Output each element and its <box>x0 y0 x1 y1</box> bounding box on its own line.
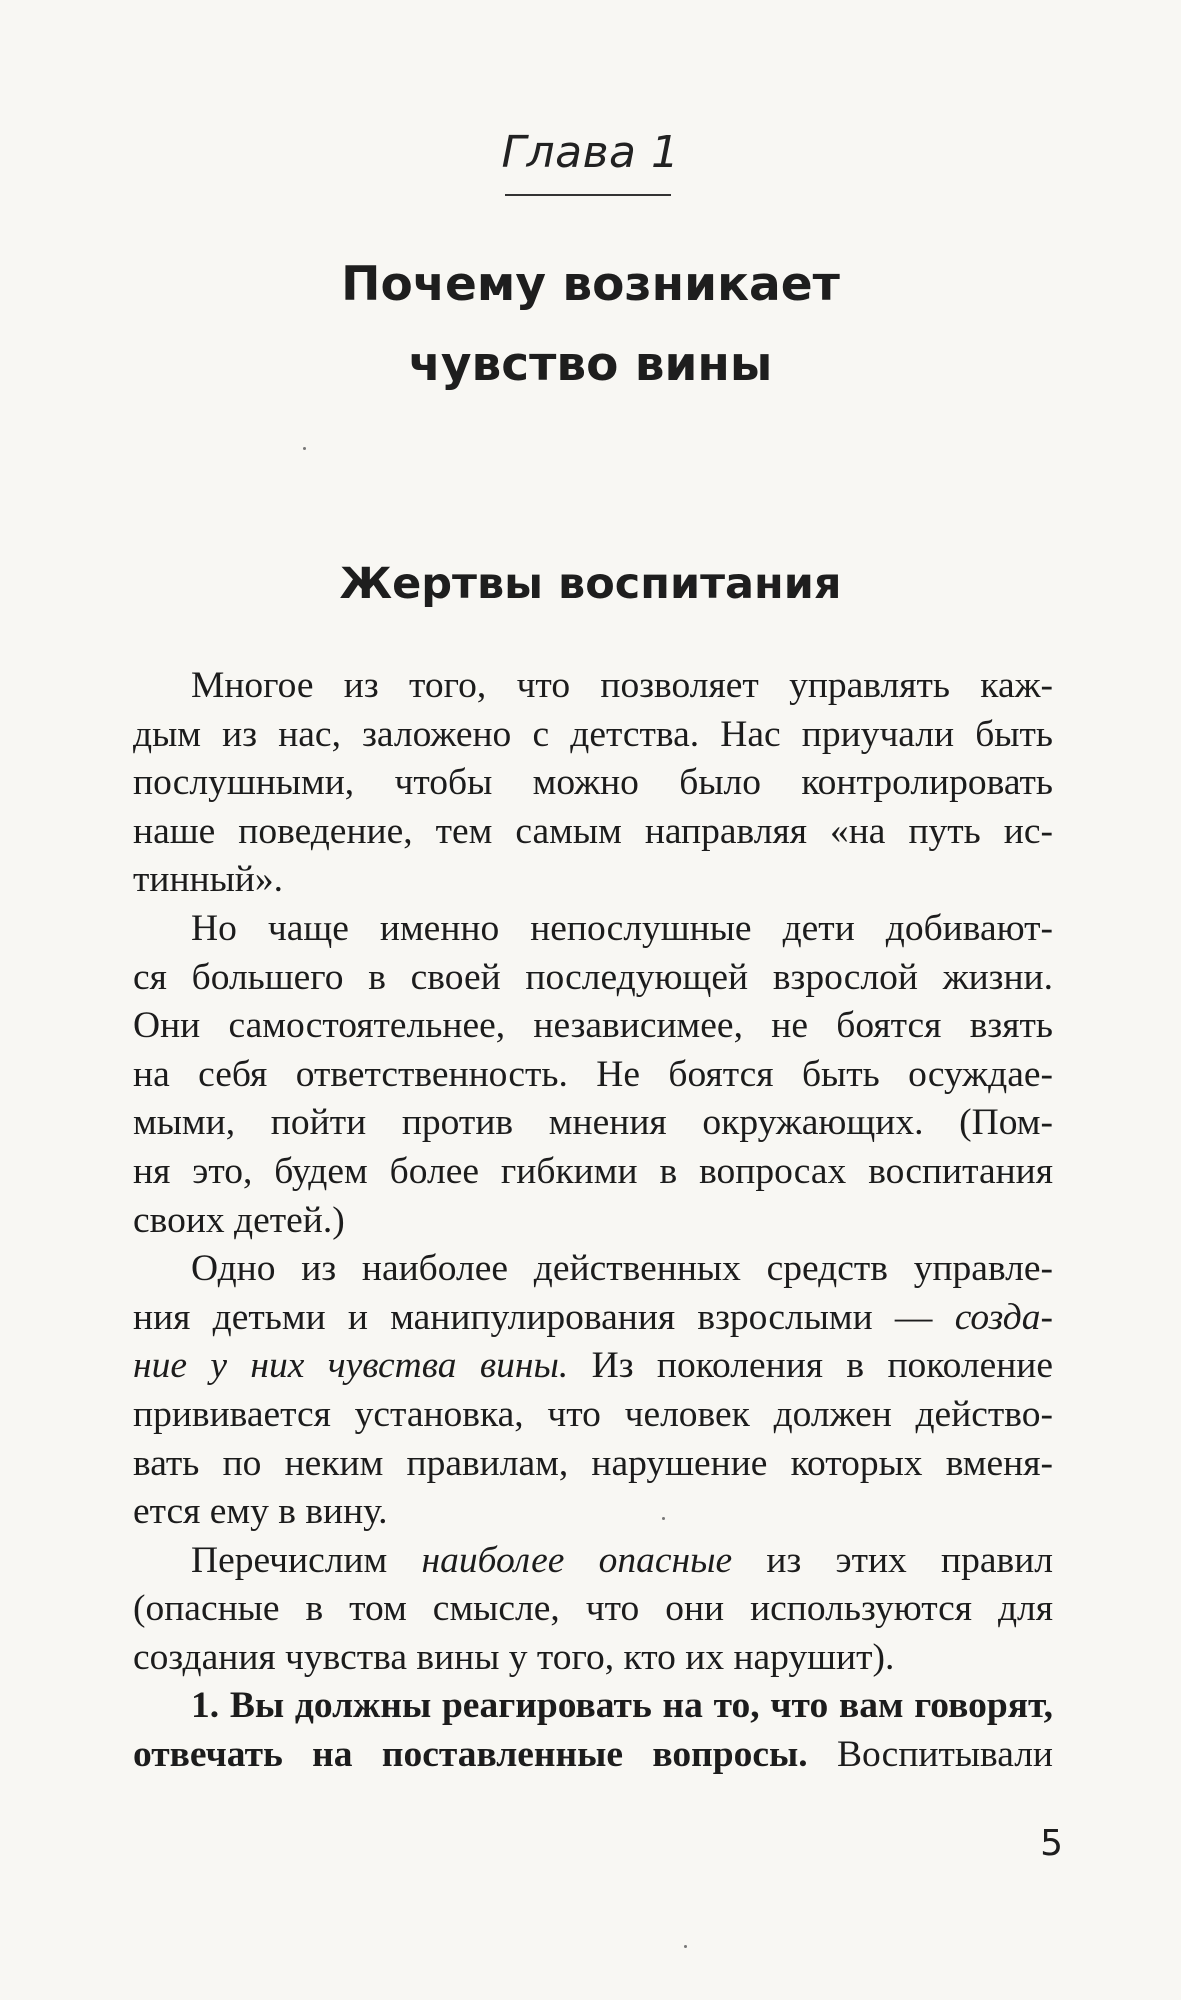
text-line: ся большего в своей последующей взрослой жизни. <box>133 956 1053 998</box>
text-line: Но чаще именно непослушные дети добивают- <box>191 907 1053 949</box>
text-line <box>133 1682 1053 1731</box>
text-line: Многое из того, что позволяет управлять каж- <box>191 665 1053 706</box>
body-text <box>133 662 1053 1780</box>
paper-speck <box>662 1517 665 1520</box>
text-line: тинный». <box>133 859 283 901</box>
chapter-title-line: Почему возникает <box>341 257 840 312</box>
text-line: Они самостоятельнее, независимее, не боятся взять <box>133 1005 1053 1047</box>
paper-speck <box>684 1945 687 1948</box>
text-line <box>133 1537 1053 1586</box>
chapter-title-line: чувство вины <box>408 337 773 392</box>
text-line: вать по неким правилам, нарушение которых вменя- <box>133 1442 1053 1484</box>
text-line: наше поведение, тем самым направляя «на путь ис- <box>133 810 1053 852</box>
text-line: своих детей.) <box>133 1199 345 1241</box>
chapter-divider <box>505 194 671 196</box>
text-run: Из поколения в поколение <box>568 1345 1053 1387</box>
text-line: дым из нас, заложено с детства. Нас приучали быть <box>133 713 1053 755</box>
text-line: ня это, будем более гибкими в вопросах воспитания <box>133 1150 1053 1192</box>
text-line: послушными, чтобы можно было контролировать <box>133 762 1053 804</box>
text-line: Одно из наиболее действенных средств управле- <box>191 1248 1053 1290</box>
paper-speck <box>303 447 306 450</box>
chapter-label: Глава 1 <box>501 127 680 178</box>
text-line: создания чувства вины у того, кто их нарушит). <box>133 1636 895 1678</box>
text-run: из этих правил <box>732 1539 1053 1581</box>
bold-run: 1. Вы должны реагировать на то, что вам говорят, <box>191 1685 1053 1727</box>
section-title: Жертвы воспитания <box>339 559 842 609</box>
text-line: прививается установка, что человек должен действо- <box>133 1393 1053 1435</box>
italic-run: наиболее опасные <box>421 1539 733 1581</box>
text-line <box>133 1342 1053 1391</box>
italic-run: ние у них чувства вины. <box>133 1345 569 1387</box>
text-line <box>133 1294 1053 1343</box>
page-number: 5 <box>1040 1823 1063 1864</box>
text-run: Воспитывали <box>807 1734 1054 1776</box>
text-run: Перечислим <box>191 1539 422 1581</box>
text-line: ется ему в вину. <box>133 1491 388 1533</box>
text-line: на себя ответственность. Не боятся быть осуждае- <box>133 1053 1053 1095</box>
text-line <box>133 1731 1053 1780</box>
text-line: (опасные в том смысле, что они используются для <box>133 1588 1053 1630</box>
text-line: мыми, пойти против мнения окружающих. (Пом- <box>133 1102 1053 1144</box>
bold-run: отвечать на поставленные вопросы. <box>133 1734 808 1776</box>
text-run: ния детьми и манипулирования взрослыми — <box>133 1296 955 1338</box>
chapter-title <box>0 245 1181 405</box>
italic-run: созда- <box>954 1296 1053 1338</box>
